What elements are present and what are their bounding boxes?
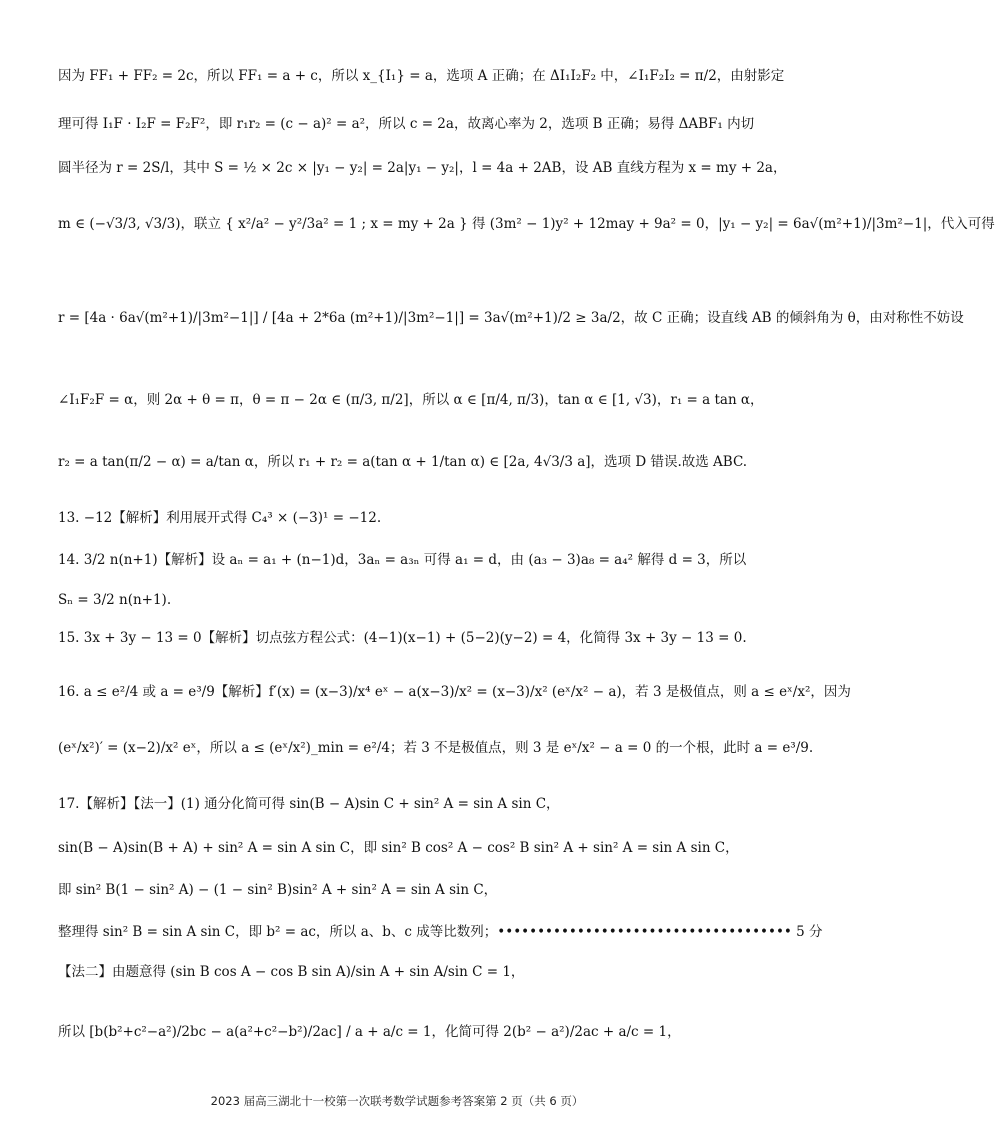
answer-15: 15. 3x + 3y − 13 = 0【解析】切点弦方程公式：(4−1)(x−1) + (5−2)(y−2) = 4，化简得 3x + 3y − 13 = 0. bbox=[58, 630, 747, 646]
page-footer: 2023 届高三湖北十一校第一次联考数学试题参考答案第 2 页（共 6 页） bbox=[210, 1094, 584, 1108]
text-line-1: 因为 FF₁ + FF₂ = 2c，所以 FF₁ = a + c，所以 x_{I₁} = a，选项 A 正确；在 ΔI₁I₂F₂ 中，∠I₁F₂I₂ = π/2，由射影定 bbox=[58, 68, 785, 84]
answer-17-conclusion: 整理得 sin² B = sin A sin C，即 b² = ac，所以 a、b、c 成等比数列；••••••••••••••••••••••••••••••••••••• 5 分 bbox=[58, 924, 823, 940]
answer-16: 16. a ≤ e²/4 或 a = e³/9【解析】f′(x) = (x−3)/x⁴ eˣ − a(x−3)/x² = (x−3)/x² (eˣ/x² − a)，若 3 是极值点，则 a ≤ eˣ/x²，因为 bbox=[58, 684, 851, 700]
answer-17-step3: 即 sin² B(1 − sin² A) − (1 − sin² B)sin² A + sin² A = sin A sin C， bbox=[58, 882, 498, 898]
text-line-6: ∠I₁F₂F = α，则 2α + θ = π，θ = π − 2α ∈ (π/3, π/2]，所以 α ∈ [π/4, π/3)，tan α ∈ [1, √3)，r₁ = a tan α， bbox=[58, 392, 764, 408]
text-line-5: r = [4a · 6a√(m²+1)/|3m²−1|] / [4a + 2*6a (m²+1)/|3m²−1|] = 3a√(m²+1)/2 ≥ 3a/2，故 C 正确；设直线 AB 的倾斜角为 θ，由对称性不妨设 bbox=[58, 310, 964, 326]
answer-17-method1: 17.【解析】【法一】(1) 通分化简可得 sin(B − A)sin C + sin² A = sin A sin C， bbox=[58, 796, 560, 812]
answer-16-cont: (eˣ/x²)′ = (x−2)/x² eˣ，所以 a ≤ (eˣ/x²)_min = e²/4；若 3 不是极值点，则 3 是 eˣ/x² − a = 0 的一个根，此时 a = e³/9. bbox=[58, 740, 814, 756]
text-line-3: 圆半径为 r = 2S/l，其中 S = ½ × 2c × |y₁ − y₂| = 2a|y₁ − y₂|，l = 4a + 2AB，设 AB 直线方程为 x = my + 2a， bbox=[58, 160, 787, 176]
answer-14: 14. 3/2 n(n+1)【解析】设 aₙ = a₁ + (n−1)d，3aₙ = a₃ₙ 可得 a₁ = d，由 (a₃ − 3)a₈ = a₄² 解得 d = 3，所以 bbox=[58, 552, 747, 568]
answer-17-method2-cont: 所以 [b(b²+c²−a²)/2bc − a(a²+c²−b²)/2ac] / a + a/c = 1，化简可得 2(b² − a²)/2ac + a/c = 1， bbox=[58, 1024, 681, 1040]
answer-14-cont: Sₙ = 3/2 n(n+1). bbox=[58, 592, 172, 608]
answer-17-method2: 【法二】由题意得 (sin B cos A − cos B sin A)/sin A + sin A/sin C = 1， bbox=[58, 964, 525, 980]
text-line-7: r₂ = a tan(π/2 − α) = a/tan α，所以 r₁ + r₂ = a(tan α + 1/tan α) ∈ [2a, 4√3/3 a]，选项 D 错误.故选 ABC. bbox=[58, 454, 748, 470]
text-line-4: m ∈ (−√3/3, √3/3)，联立 { x²/a² − y²/3a² = 1 ; x = my + 2a } 得 (3m² − 1)y² + 12may + 9a² = 0，|y₁ − y₂| = 6a√(m²+1)/|3m²−1|，代入可得 bbox=[58, 216, 995, 232]
answer-17-step2: sin(B − A)sin(B + A) + sin² A = sin A sin C，即 sin² B cos² A − cos² B sin² A + sin² A = sin A sin C， bbox=[58, 840, 739, 856]
text-line-2: 理可得 I₁F · I₂F = F₂F²，即 r₁r₂ = (c − a)² = a²，所以 c = 2a，故离心率为 2，选项 B 正确；易得 ΔABF₁ 内切 bbox=[58, 116, 755, 132]
answer-13: 13. −12【解析】利用展开式得 C₄³ × (−3)¹ = −12. bbox=[58, 510, 382, 526]
